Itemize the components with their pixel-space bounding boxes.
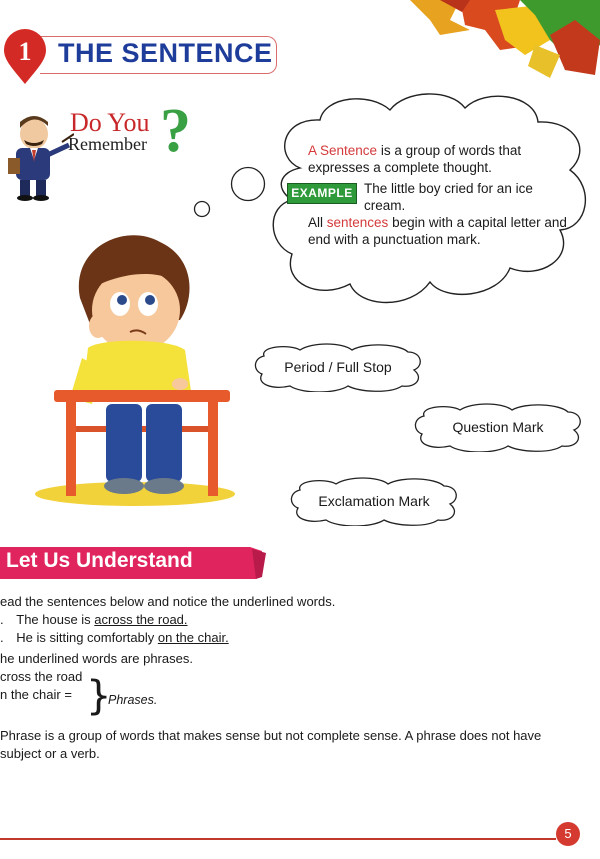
sentence-term: A Sentence xyxy=(308,143,378,158)
teacher-illustration xyxy=(4,112,74,202)
example-sentence: The little boy cried for an ice cream. xyxy=(364,181,533,213)
example-sentence-1 xyxy=(0,611,188,629)
autumn-leaves-decoration xyxy=(400,0,600,80)
question-mark-graphic: ? xyxy=(160,97,191,165)
do-you-heading: Do You xyxy=(70,108,150,137)
intro-instruction: ead the sentences below and notice the underlined words. xyxy=(0,594,336,609)
sentences-term: sentences xyxy=(326,215,389,230)
thinking-boy-illustration xyxy=(30,228,240,510)
example-sentence-2-text: He is sitting comfortably xyxy=(16,630,158,645)
example-sentence-1-text: The house is xyxy=(16,612,95,627)
exclamation-mark-label: Exclamation Mark xyxy=(318,493,430,509)
page-number: 5 xyxy=(556,822,580,846)
example-sentence-1-phrase: across the road. xyxy=(94,612,188,627)
example-sentence-2 xyxy=(0,629,229,647)
sentence-rule-text: begin with a capital letter and end with a punctuation mark. xyxy=(308,215,567,247)
phrases-label: Phrases. xyxy=(108,693,158,707)
period-label: Period / Full Stop xyxy=(284,359,392,375)
chapter-number: 1 xyxy=(18,37,32,66)
example-sentence-2-phrase: on the chair. xyxy=(157,630,229,645)
brace-symbol: } xyxy=(86,673,112,719)
footer-rule xyxy=(0,838,556,840)
let-us-understand-title: Let Us Understand xyxy=(6,549,193,572)
sentence-definition-text: is a group of words that expresses a complete thought. xyxy=(308,143,522,175)
phrase-definition-line-2: subject or a verb. xyxy=(0,746,100,761)
sentence-definition xyxy=(308,142,568,176)
question-mark-label: Question Mark xyxy=(452,419,544,435)
chapter-number-badge xyxy=(2,28,48,86)
example-sentence-2-number: . xyxy=(0,630,4,645)
phrases-note: he underlined words are phrases. xyxy=(0,651,193,666)
sentence-rule-prefix: All xyxy=(308,215,327,230)
phrase-example-1: cross the road xyxy=(0,669,83,684)
remember-heading: Remember xyxy=(68,134,147,154)
phrase-example-2: n the chair = xyxy=(0,687,72,702)
sentence-rule xyxy=(308,214,568,248)
thought-bubble-medium xyxy=(230,166,266,202)
thought-bubble-small xyxy=(193,200,211,218)
example-sentence-1-number: . xyxy=(0,612,4,627)
chapter-title: THE SENTENCE xyxy=(58,38,273,68)
phrase-definition-line-1: Phrase is a group of words that makes sense but not complete sense. A phrase does not have xyxy=(0,728,542,743)
example-tag: EXAMPLE xyxy=(287,183,357,204)
